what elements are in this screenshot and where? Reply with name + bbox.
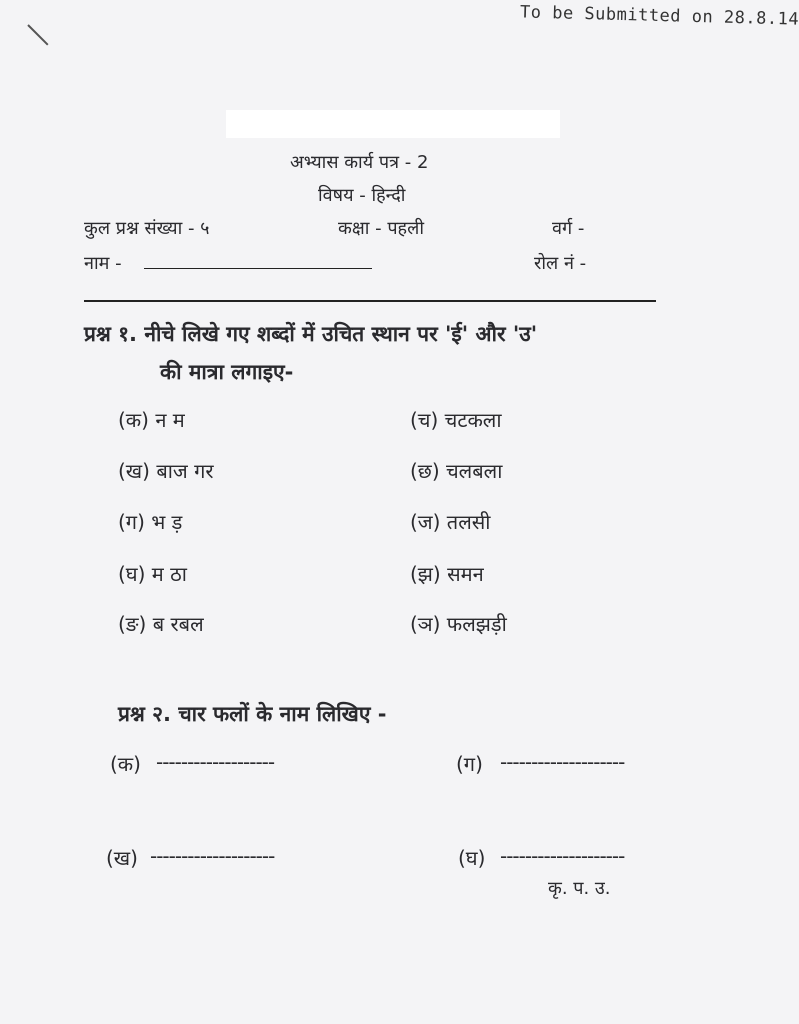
total-questions-label: कुल प्रश्न संख्या - ५: [84, 218, 210, 239]
q1-option-nya: (ञ) फलझड़ी: [410, 612, 507, 636]
q2-answer-blank-gha[interactable]: --------------------: [500, 844, 625, 868]
q2-answer-blank-ga[interactable]: --------------------: [500, 750, 625, 774]
q1-option-jha: (झ) समन: [410, 562, 484, 586]
question-2-heading: प्रश्न २. चार फलों के नाम लिखिए -: [118, 702, 387, 726]
q1-option-cha: (च) चटकला: [410, 408, 502, 432]
subject-label: विषय - हिन्दी: [318, 185, 406, 206]
name-label: नाम -: [84, 253, 122, 274]
q2-label-gha: (घ): [458, 846, 486, 870]
q1-option-ka: (क) न म: [118, 408, 185, 432]
q2-label-kha: (ख): [106, 846, 138, 870]
name-blank-line[interactable]: [144, 268, 372, 269]
q1-option-kha: (ख) बाज गर: [118, 459, 214, 483]
q2-answer-blank-kha[interactable]: --------------------: [150, 844, 275, 868]
question-1-line-1: प्रश्न १. नीचे लिखे गए शब्दों में उचित स्थान पर 'ई' और 'उ': [84, 322, 538, 346]
pen-mark: [27, 24, 48, 45]
q1-option-ja: (ज) तलसी: [410, 510, 491, 534]
worksheet-title: अभ्यास कार्य पत्र - 2: [290, 152, 429, 173]
q1-option-ga: (ग) भ ड़: [118, 510, 183, 534]
class-label: कक्षा - पहली: [338, 218, 424, 239]
section-label: वर्ग -: [552, 218, 585, 239]
q1-option-nga: (ङ) ब रबल: [118, 612, 204, 636]
redacted-school-name: [226, 110, 560, 138]
q2-answer-blank-ka[interactable]: -------------------: [156, 750, 275, 774]
q2-label-ka: (क): [110, 752, 141, 776]
please-turn-over: कृ. प. उ.: [548, 878, 611, 899]
q1-option-gha: (घ) म ठा: [118, 562, 187, 586]
question-1-line-2: की मात्रा लगाइए-: [160, 360, 294, 384]
roll-number-label: रोल नं -: [534, 253, 587, 274]
submission-date-note: To be Submitted on 28.8.14: [519, 2, 799, 30]
header-divider: [84, 300, 656, 302]
q1-option-chha: (छ) चलबला: [410, 459, 503, 483]
q2-label-ga: (ग): [456, 752, 483, 776]
